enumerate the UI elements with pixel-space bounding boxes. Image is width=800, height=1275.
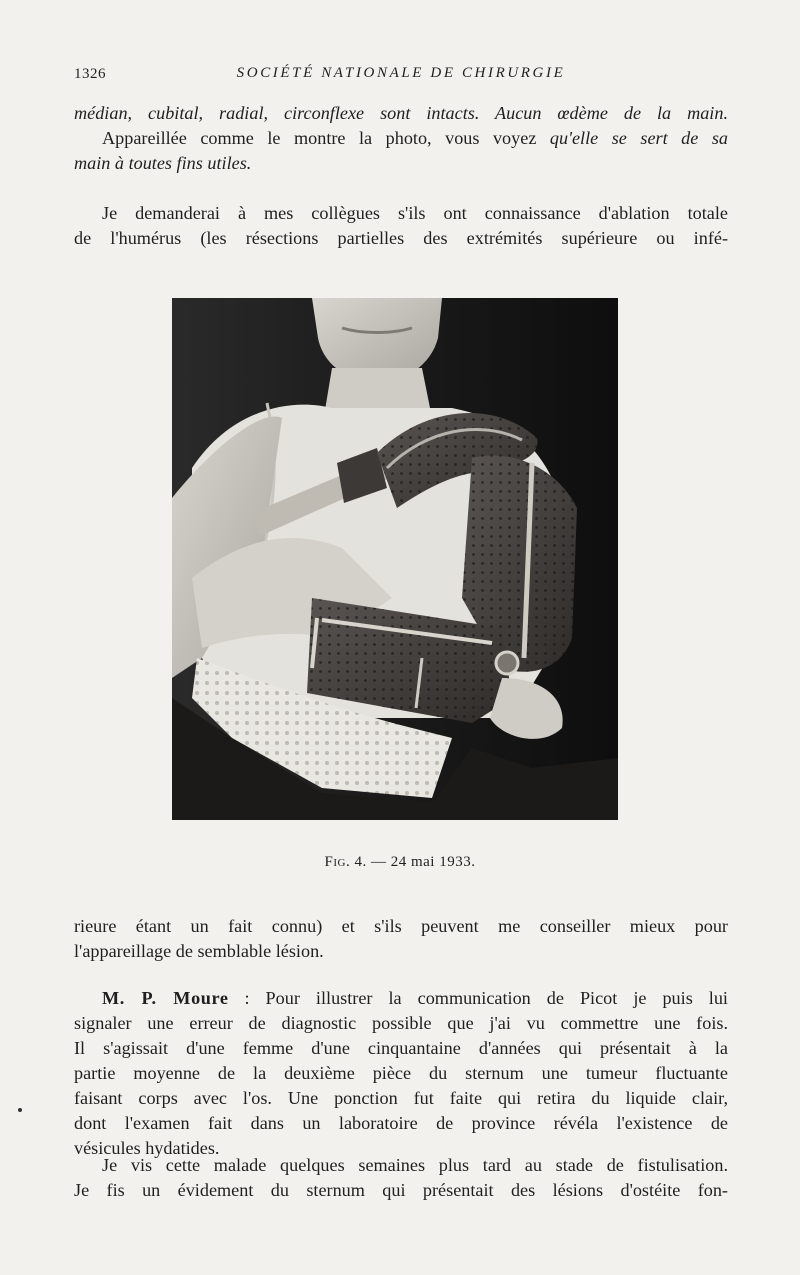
caption-date: 24 mai 1933. (390, 854, 476, 870)
figure-caption (0, 854, 800, 871)
top-paragraph (74, 101, 728, 176)
text-line: signaler une erreur de diagnostic possible que j'ai vu commettre une fois. (74, 1013, 728, 1033)
text-line: Appareillée comme le montre la photo, vous voyez qu'elle se sert de sa (102, 128, 728, 148)
text-line: de l'humérus (les résections partielles des extrémités supérieure ou infé- (74, 228, 728, 248)
text-line: M. P. Moure : Pour illustrer la communication de Picot je puis lui (102, 988, 728, 1008)
figure-photograph (172, 298, 618, 820)
author-name: M. P. Moure (102, 988, 229, 1008)
text-line: partie moyenne de la deuxième pièce du sternum une tumeur fluctuante (74, 1063, 728, 1083)
text-line: Je vis cette malade quelques semaines plus tard au stade de fistulisation. (102, 1155, 728, 1175)
caption-dash: — (370, 854, 387, 870)
arm-brace-photo (172, 298, 618, 820)
text-line: dont l'examen fait dans un laboratoire de province révéla l'existence de (74, 1113, 728, 1133)
page-number: 1326 (74, 66, 106, 82)
margin-mark (18, 1108, 22, 1112)
text-line: rieure étant un fait connu) et s'ils peuvent me conseiller mieux pour (74, 916, 728, 936)
text-line: l'appareillage de semblable lésion. (74, 941, 324, 961)
text-line: Je fis un évidement du sternum qui présentait des lésions d'ostéite fon- (74, 1180, 728, 1200)
text-line: faisant corps avec l'os. Une ponction fut faite qui retira du liquide clair, (74, 1088, 728, 1108)
text-line: main à toutes fins utiles. (74, 153, 252, 173)
continuation-paragraph (74, 914, 728, 964)
text-line: Il s'agissait d'une femme d'une cinquantaine d'années qui présentait à la (74, 1038, 728, 1058)
text-line: médian, cubital, radial, circonflexe sont intacts. Aucun œdème de la main. (74, 103, 728, 123)
text-line: vésicules hydatides. (74, 1138, 220, 1158)
caption-label: Fig. 4. (324, 854, 367, 870)
last-paragraph (74, 1153, 728, 1203)
journal-title: SOCIÉTÉ NATIONALE DE CHIRURGIE (236, 65, 566, 81)
text-line: Je demanderai à mes collègues s'ils ont connaissance d'ablation totale (102, 203, 728, 223)
running-head (74, 64, 728, 88)
question-paragraph (74, 201, 728, 251)
moure-paragraph (74, 986, 728, 1161)
